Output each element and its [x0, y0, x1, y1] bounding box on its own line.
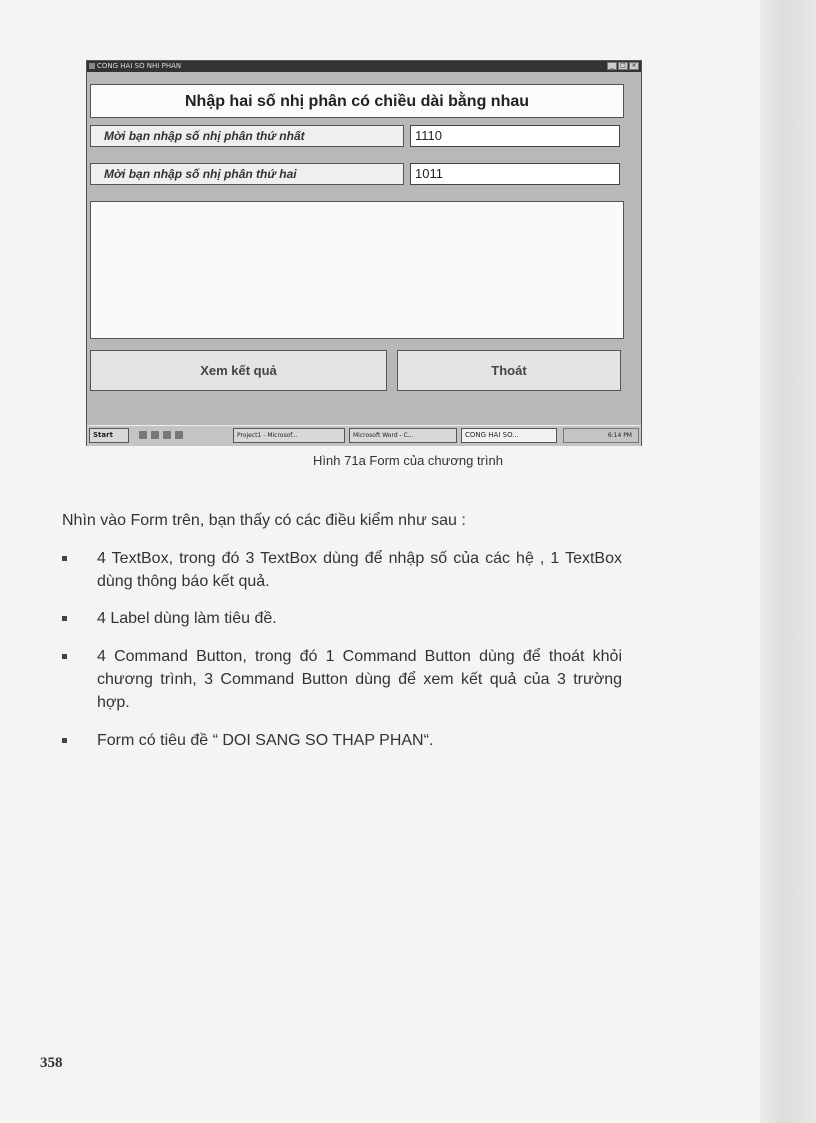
bullet-icon — [62, 738, 67, 743]
window-titlebar — [87, 61, 641, 72]
first-number-input[interactable]: 1110 — [410, 125, 620, 147]
start-button[interactable]: Start — [89, 428, 129, 443]
list-item — [62, 729, 622, 752]
system-tray-clock: 6:14 PM — [563, 428, 639, 443]
quicklaunch-icon[interactable] — [175, 431, 183, 439]
list-item-text: Form có tiêu đề “ DOI SANG SO THAP PHAN“. — [97, 732, 434, 749]
figure-caption: Hình 71a Form của chương trình — [313, 453, 503, 468]
app-window — [86, 60, 642, 446]
result-textbox[interactable] — [90, 201, 624, 339]
list-item-text: 4 Command Button, trong đó 1 Command Button dùng để thoát khỏi chương trình, 3 Command Button dùng để xem kết quả của 3 trường hợp. — [97, 648, 622, 711]
page-edge — [760, 0, 816, 1123]
minimize-button[interactable]: _ — [607, 62, 617, 70]
second-number-input[interactable]: 1011 — [410, 163, 620, 185]
maximize-button[interactable]: □ — [618, 62, 628, 70]
close-button[interactable]: × — [629, 62, 639, 70]
list-item-text: 4 Label dùng làm tiêu đề. — [97, 610, 277, 627]
window-icon — [89, 63, 95, 69]
quicklaunch-icon[interactable] — [163, 431, 171, 439]
view-result-button[interactable]: Xem kết quả — [90, 350, 387, 391]
list-item — [62, 547, 622, 593]
list-item — [62, 645, 622, 714]
list-item — [62, 607, 622, 630]
taskbar — [87, 425, 641, 446]
exit-button[interactable]: Thoát — [397, 350, 621, 391]
first-number-label: Mời bạn nhập số nhị phân thứ nhất — [90, 125, 404, 147]
intro-paragraph: Nhìn vào Form trên, bạn thấy có các điều kiểm như sau : — [62, 512, 466, 529]
quicklaunch-icon[interactable] — [139, 431, 147, 439]
page-number: 358 — [40, 1055, 63, 1071]
window-title: CONG HAI SO NHI PHAN — [97, 62, 182, 70]
form-heading-label: Nhập hai số nhị phân có chiều dài bằng nhau — [90, 84, 624, 118]
bullet-icon — [62, 556, 67, 561]
bullet-icon — [62, 654, 67, 659]
second-number-label: Mời bạn nhập số nhị phân thứ hai — [90, 163, 404, 185]
taskbar-item-word[interactable]: Microsoft Word - C... — [349, 428, 457, 443]
list-item-text: 4 TextBox, trong đó 3 TextBox dùng để nhập số của các hệ , 1 TextBox dùng thông báo kết quả. — [97, 550, 622, 590]
taskbar-item-project1[interactable]: Project1 - Microsof... — [233, 428, 345, 443]
bullet-icon — [62, 616, 67, 621]
quicklaunch-icon[interactable] — [151, 431, 159, 439]
taskbar-item-cong-hai-so[interactable]: CONG HAI SO... — [461, 428, 557, 443]
